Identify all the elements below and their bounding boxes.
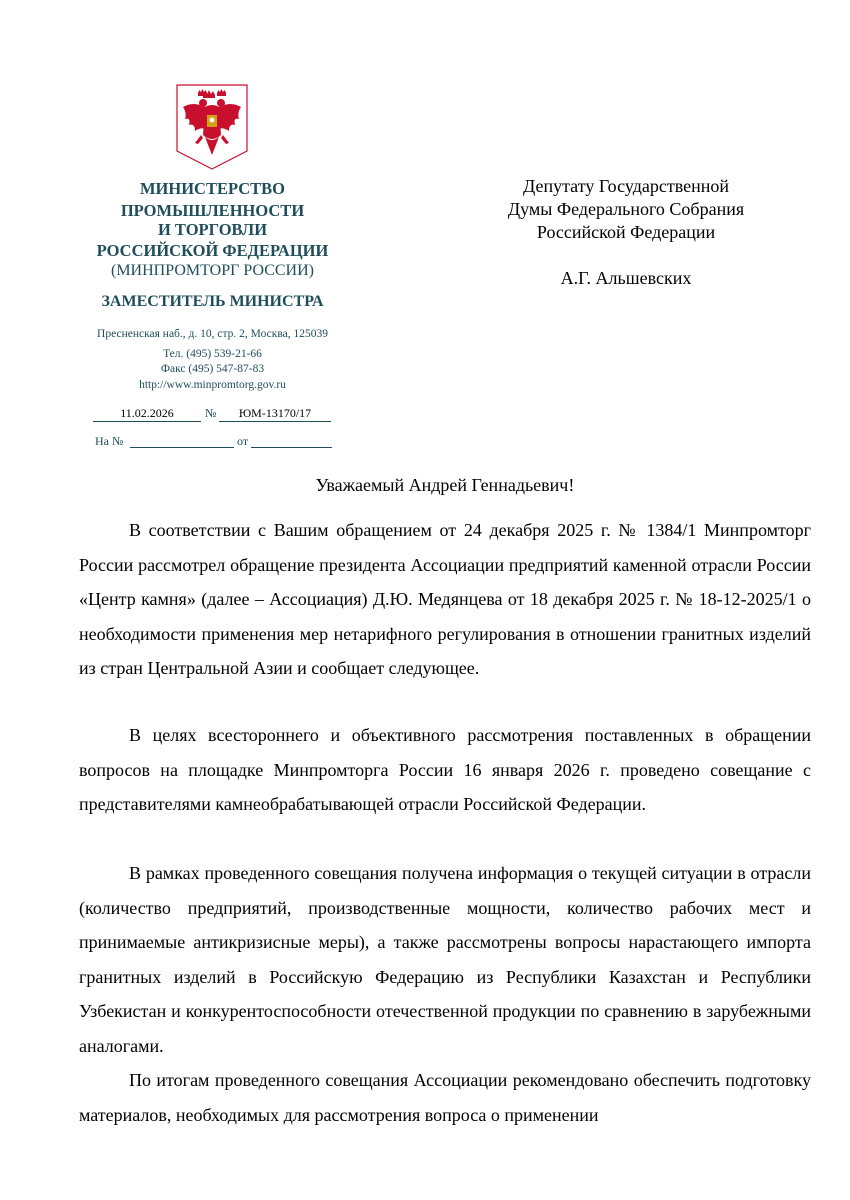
body-paragraph-4: По итогам проведенного совещания Ассоциации рекомендовано обеспечить подготовку материалов, необходимых для рассмотрения вопроса о применении xyxy=(79,1070,811,1125)
ministry-short-name: (МИНПРОМТОРГ РОССИИ) xyxy=(111,262,314,279)
body-paragraph-2: В целях всестороннего и объективного рассмотрения поставленных в обращении вопросов на площадке Минпромторга России 16 января 2026 г. проведено совещание с представителями камнеобрабатывающей отрасли Российской Федерации. xyxy=(79,725,811,814)
addressee-line1: Депутату Государственной xyxy=(522,176,730,196)
sender-position: ЗАМЕСТИТЕЛЬ МИНИСТРА xyxy=(101,293,324,310)
reply-from-date-blank xyxy=(251,447,332,448)
number-label: № xyxy=(205,406,217,420)
ministry-name-line2: ПРОМЫШЛЕННОСТИ xyxy=(120,201,305,220)
ministry-name-line3: И ТОРГОВЛИ xyxy=(157,220,268,239)
salutation: Уважаемый Андрей Геннадьевич! xyxy=(315,475,575,495)
ministry-name-line1: МИНИСТЕРСТВО xyxy=(139,179,286,198)
reply-to-label: На № xyxy=(95,434,124,448)
addressee-line3: Российской Федерации xyxy=(536,222,716,242)
ministry-address: Пресненская наб., д. 10, стр. 2, Москва, 125039 xyxy=(97,328,328,340)
body-paragraph-3: В рамках проведенного совещания получена информация о текущей ситуации в отрасли (количество предприятий, производственные мощности, количество рабочих мест и принимаемые антикризисные меры), а также рассмотрены вопросы нарастающего импорта гранитных изделий в Российскую Федерацию из Республики Казахстан и Республики Узбекистан и конкурентоспособности отечественной продукции по сравнению в зарубежными аналогами. xyxy=(79,863,811,1056)
addressee-line2: Думы Федерального Собрания xyxy=(507,199,745,219)
letter-date: 11.02.2026 xyxy=(93,406,201,422)
ministry-fax: Факс (495) 547-87-83 xyxy=(160,363,265,375)
addressee-name: А.Г. Альшевских xyxy=(560,268,692,288)
ministry-name-line4: РОССИЙСКОЙ ФЕДЕРАЦИИ xyxy=(96,241,329,260)
reply-to-number-blank xyxy=(130,447,234,448)
body-paragraph-1: В соответствии с Вашим обращением от 24 декабря 2025 г. № 1384/1 Минпромторг России рассмотрел обращение президента Ассоциации предприятий каменной отрасли России «Центр камня» (далее – Ассоциация) Д.Ю. Медянцева от 18 декабря 2025 г. № 18-12-2025/1 о необходимости применения мер нетарифного регулирования в отношении гранитных изделий из стран Центральной Азии и сообщает следующее. xyxy=(79,520,811,678)
reply-from-label: от xyxy=(237,434,249,448)
ministry-phone: Тел. (495) 539-21-66 xyxy=(163,348,262,360)
ministry-website: http://www.minpromtorg.gov.ru xyxy=(139,379,286,391)
letter-number: ЮМ-13170/17 xyxy=(219,406,331,422)
coat-of-arms-icon xyxy=(175,83,249,171)
